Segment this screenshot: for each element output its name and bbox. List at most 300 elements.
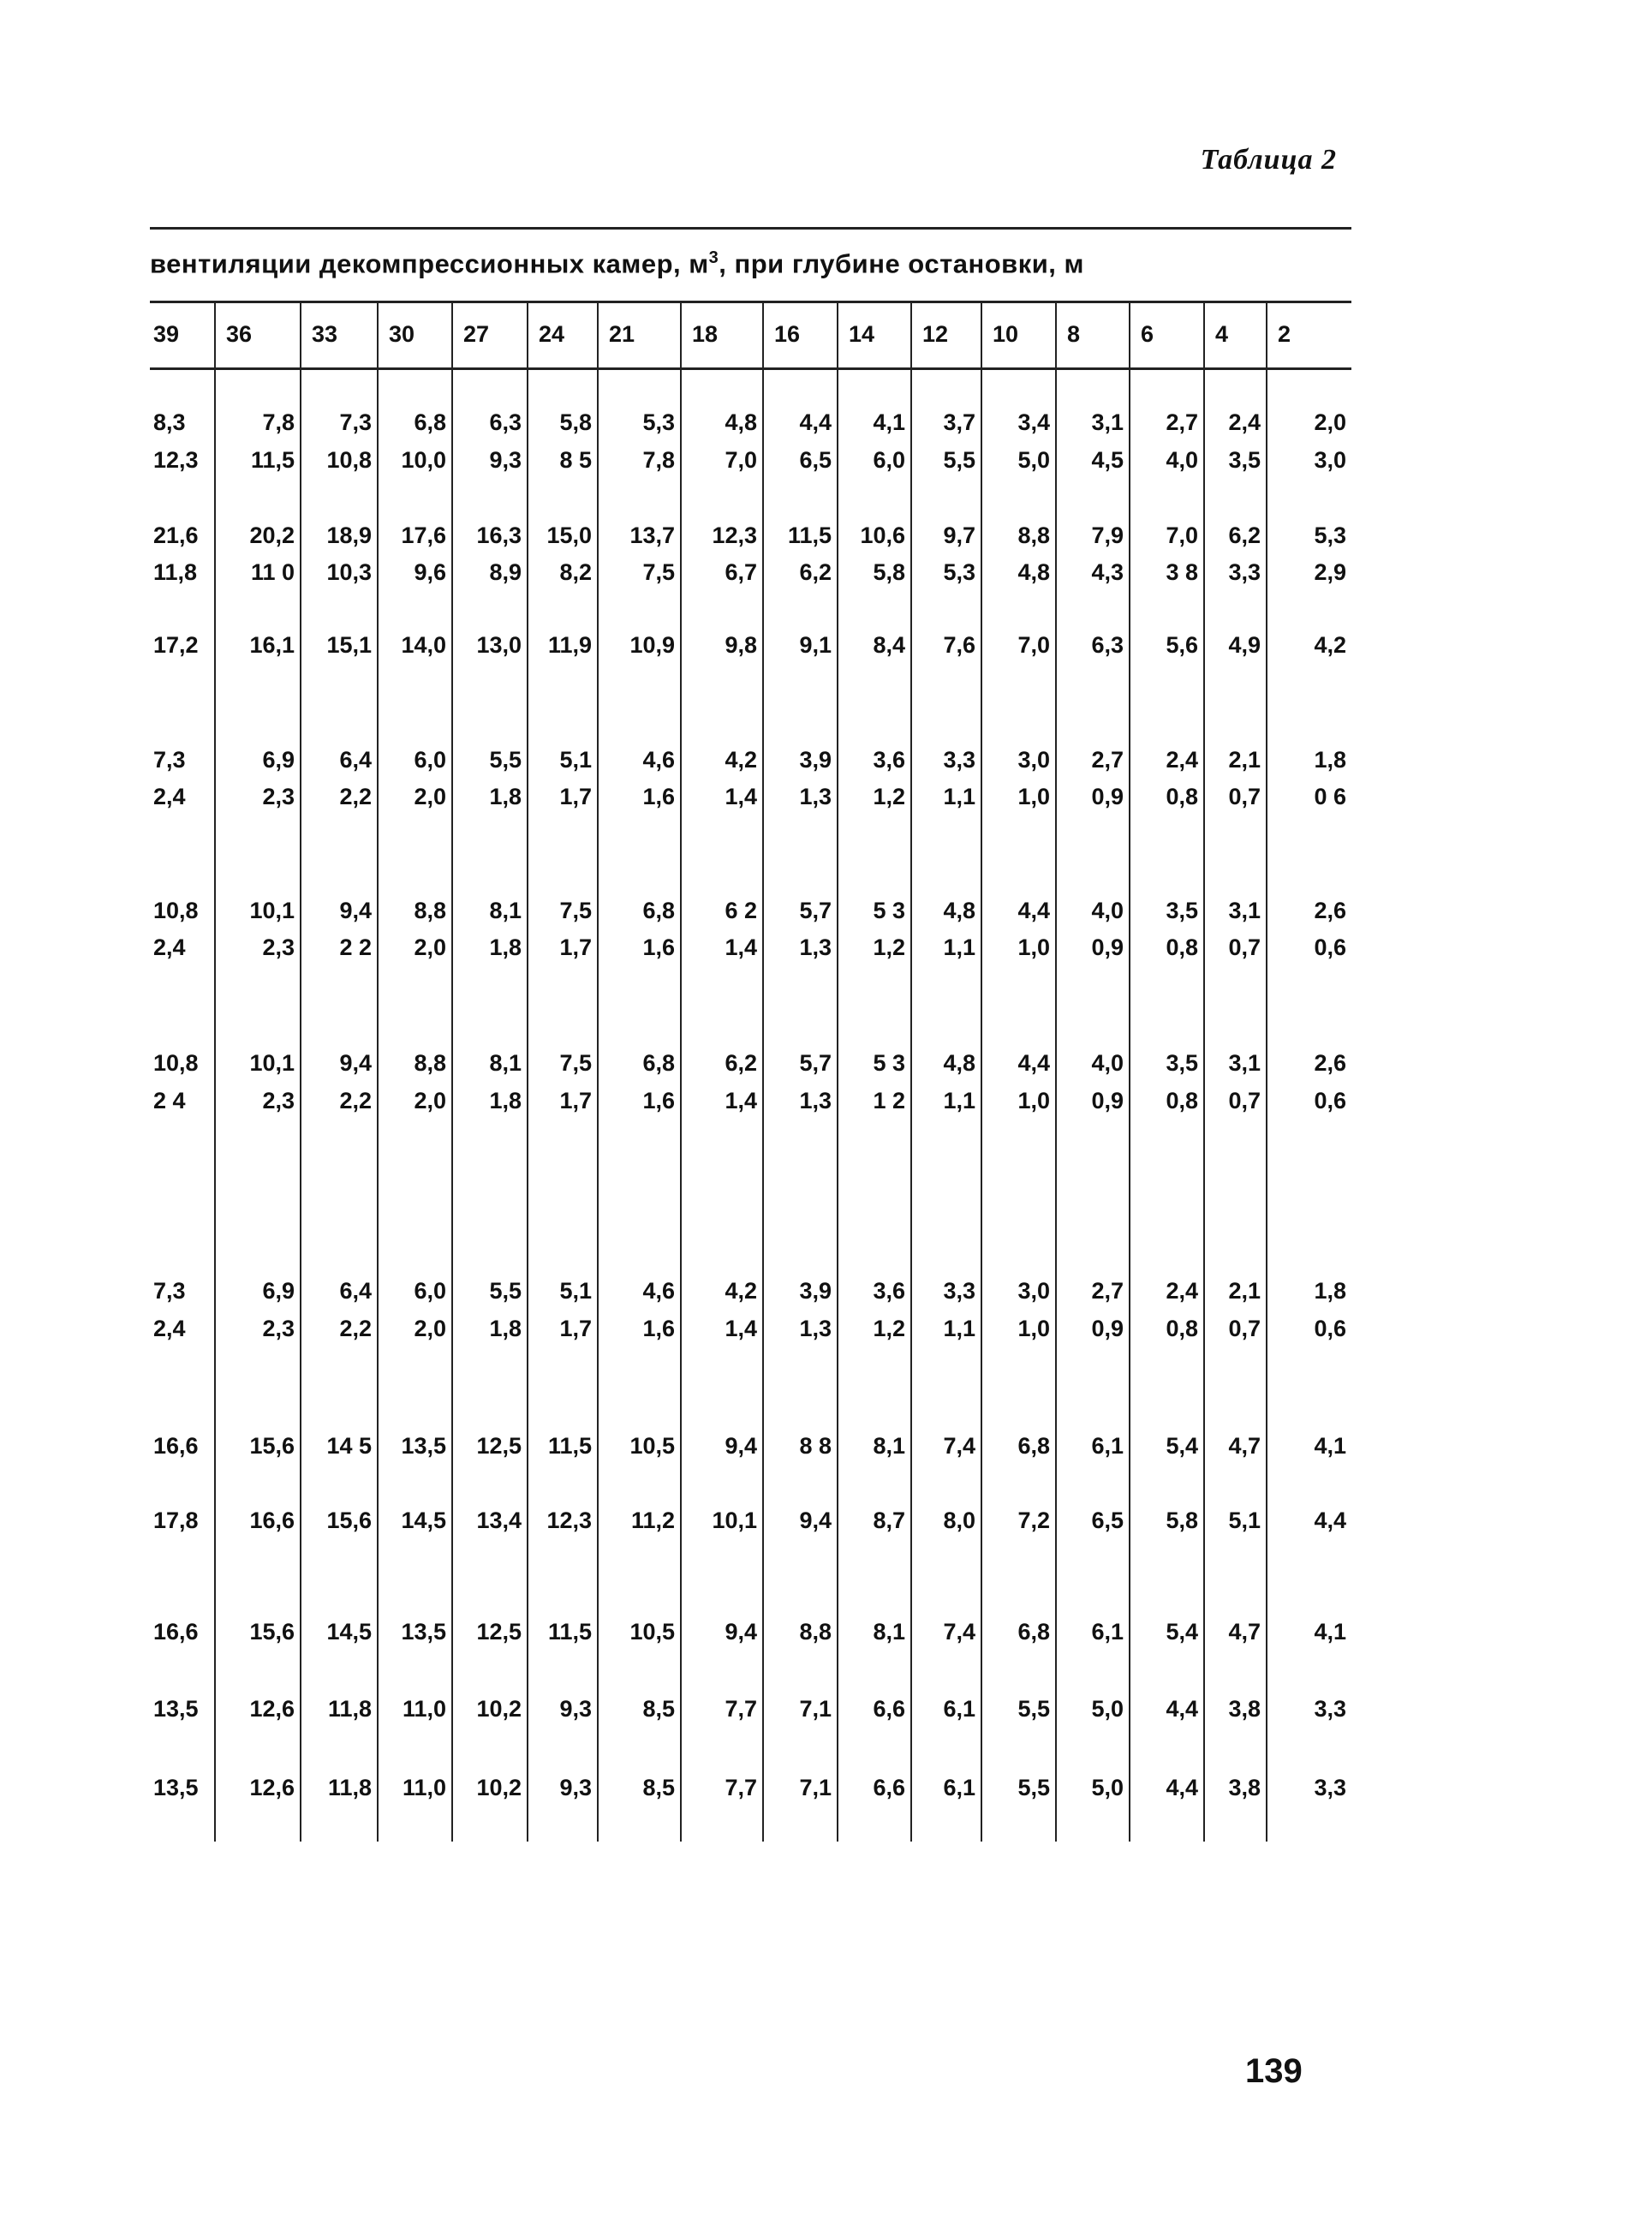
- table-cell: 6,8: [642, 898, 675, 923]
- table-cell: 12,3: [153, 447, 199, 473]
- table-cell: 7,3: [153, 747, 186, 773]
- table-cell: 5,5: [489, 1278, 522, 1304]
- table-cell: 0,8: [1166, 1316, 1198, 1341]
- table-cell: 2,6: [1314, 1050, 1346, 1076]
- table-cell: 2,0: [414, 1316, 446, 1341]
- table-cell: 4,1: [873, 409, 905, 435]
- table-cell: 3,9: [799, 1278, 832, 1304]
- table-cell: 13,4: [476, 1508, 522, 1533]
- table-cell: 7,5: [559, 898, 592, 923]
- table-cell: 1,3: [799, 784, 832, 809]
- table-cell: 7,4: [943, 1619, 975, 1645]
- table-cell: 13,5: [153, 1775, 199, 1800]
- depth-header: 27: [463, 321, 490, 347]
- table-cell: 11,2: [630, 1508, 675, 1533]
- table-cell: 1,7: [559, 934, 592, 960]
- table-cell: 12,3: [546, 1508, 592, 1533]
- table-cell: 5,0: [1017, 447, 1050, 473]
- table-cell: 2,0: [414, 1088, 446, 1113]
- table-cell: 1,8: [489, 934, 522, 960]
- table-cell: 2,3: [262, 934, 295, 960]
- table-cell: 0,8: [1166, 934, 1198, 960]
- table-cell: 6,2: [1228, 522, 1261, 548]
- table-cell: 4,4: [799, 409, 832, 435]
- column-divider: [981, 301, 982, 1842]
- table-cell: 3,5: [1166, 898, 1198, 923]
- table-label: Таблица 2: [1200, 144, 1337, 176]
- table-cell: 7,1: [799, 1696, 832, 1722]
- table-cell: 9,3: [559, 1775, 592, 1800]
- table-cell: 2,7: [1091, 1278, 1124, 1304]
- table-cell: 15,0: [546, 522, 592, 548]
- table-cell: 9,3: [489, 447, 522, 473]
- table-cell: 1,8: [489, 1316, 522, 1341]
- table-cell: 0,7: [1228, 1088, 1261, 1113]
- column-divider: [597, 301, 599, 1842]
- table-cell: 4,4: [1166, 1696, 1198, 1722]
- table-cell: 0 6: [1314, 784, 1346, 809]
- table-cell: 3,4: [1017, 409, 1050, 435]
- depth-header: 12: [922, 321, 949, 347]
- table-cell: 10,2: [476, 1775, 522, 1800]
- table-cell: 8,3: [153, 409, 186, 435]
- depth-header: 36: [226, 321, 253, 347]
- table-cell: 11,5: [787, 522, 832, 548]
- table-cell: 8 5: [559, 447, 592, 473]
- table-cell: 6,2: [725, 1050, 757, 1076]
- table-cell: 8,2: [559, 559, 592, 585]
- table-cell: 11,5: [547, 1619, 592, 1645]
- caption-superscript: 3: [708, 248, 719, 267]
- table-cell: 10,2: [476, 1696, 522, 1722]
- table-cell: 6,3: [489, 409, 522, 435]
- table-cell: 9,3: [559, 1696, 592, 1722]
- table-cell: 5,4: [1166, 1619, 1198, 1645]
- table-cell: 8,8: [1017, 522, 1050, 548]
- column-divider: [680, 301, 682, 1842]
- table-cell: 7,8: [642, 447, 675, 473]
- table-cell: 1,0: [1017, 784, 1050, 809]
- table-cell: 1,6: [642, 1316, 675, 1341]
- table-cell: 4,2: [725, 1278, 757, 1304]
- depth-header: 24: [539, 321, 565, 347]
- table-cell: 9,6: [414, 559, 446, 585]
- table-cell: 8,8: [414, 898, 446, 923]
- table-cell: 1,6: [642, 934, 675, 960]
- table-cell: 10,5: [629, 1619, 675, 1645]
- table-cell: 7,9: [1091, 522, 1124, 548]
- table-cell: 10,3: [326, 559, 372, 585]
- table-cell: 9,4: [339, 1050, 372, 1076]
- table-cell: 2,7: [1166, 409, 1198, 435]
- table-cell: 15,1: [326, 632, 372, 658]
- table-cell: 8,8: [414, 1050, 446, 1076]
- table-cell: 5,0: [1091, 1696, 1124, 1722]
- table-cell: 7,0: [1166, 522, 1198, 548]
- table-cell: 8,1: [489, 898, 522, 923]
- table-cell: 11,5: [250, 447, 295, 473]
- table-cell: 6,0: [414, 1278, 446, 1304]
- header-bottom-rule: [150, 367, 1351, 370]
- table-cell: 8,5: [642, 1696, 675, 1722]
- table-cell: 5,0: [1091, 1775, 1124, 1800]
- table-cell: 14,0: [401, 632, 446, 658]
- table-cell: 4,4: [1017, 898, 1050, 923]
- table-cell: 17,2: [153, 632, 199, 658]
- depth-header: 14: [849, 321, 875, 347]
- column-divider: [377, 301, 379, 1842]
- table-cell: 9,4: [339, 898, 372, 923]
- table-cell: 10,8: [153, 898, 199, 923]
- table-cell: 3,3: [1314, 1775, 1346, 1800]
- table-cell: 7,3: [339, 409, 372, 435]
- table-cell: 6 2: [725, 898, 757, 923]
- table-cell: 8,1: [873, 1619, 905, 1645]
- table-cell: 0,7: [1228, 784, 1261, 809]
- table-cell: 3,5: [1166, 1050, 1198, 1076]
- table-cell: 11,8: [153, 559, 198, 585]
- table-cell: 10,0: [401, 447, 446, 473]
- table-cell: 4,8: [943, 898, 975, 923]
- table-cell: 7,6: [943, 632, 975, 658]
- table-cell: 3,0: [1017, 1278, 1050, 1304]
- column-divider: [1266, 301, 1267, 1842]
- table-cell: 11,8: [327, 1775, 372, 1800]
- table-cell: 7,0: [1017, 632, 1050, 658]
- table-cell: 3,0: [1017, 747, 1050, 773]
- table-cell: 1,8: [1314, 1278, 1346, 1304]
- table-cell: 16,1: [249, 632, 295, 658]
- table-cell: 2,0: [1314, 409, 1346, 435]
- depth-header: 30: [389, 321, 415, 347]
- table-cell: 7,7: [725, 1775, 757, 1800]
- table-cell: 6,7: [725, 559, 757, 585]
- table-cell: 1,4: [725, 934, 757, 960]
- table-cell: 12,5: [476, 1619, 522, 1645]
- column-divider: [214, 301, 216, 1842]
- table-cell: 14,5: [401, 1508, 446, 1533]
- table-cell: 3,3: [943, 1278, 975, 1304]
- table-cell: 2,0: [414, 784, 446, 809]
- column-divider: [1203, 301, 1205, 1842]
- table-cell: 1,2: [873, 784, 905, 809]
- table-cell: 2,2: [339, 784, 372, 809]
- table-cell: 1,6: [642, 784, 675, 809]
- table-cell: 1,1: [943, 1088, 975, 1113]
- table-cell: 5,8: [1166, 1508, 1198, 1533]
- table-cell: 6,5: [1091, 1508, 1124, 1533]
- table-cell: 2,4: [153, 1316, 186, 1341]
- table-cell: 6,1: [943, 1696, 975, 1722]
- table-cell: 2,2: [339, 1316, 372, 1341]
- table-cell: 8,1: [873, 1433, 905, 1459]
- table-cell: 7,1: [799, 1775, 832, 1800]
- table-cell: 4,1: [1314, 1433, 1346, 1459]
- table-cell: 1,7: [559, 1088, 592, 1113]
- table-cell: 2,9: [1314, 559, 1346, 585]
- table-cell: 11,9: [547, 632, 592, 658]
- table-cell: 3,6: [873, 1278, 905, 1304]
- table-cell: 4,0: [1166, 447, 1198, 473]
- table-cell: 13,5: [401, 1433, 446, 1459]
- table-cell: 6,8: [1017, 1619, 1050, 1645]
- table-cell: 10,9: [629, 632, 675, 658]
- table-cell: 3,8: [1228, 1696, 1261, 1722]
- page-number: 139: [1245, 2052, 1303, 2090]
- table-cell: 13,7: [629, 522, 675, 548]
- table-cell: 4,9: [1228, 632, 1261, 658]
- table-cell: 8,7: [873, 1508, 905, 1533]
- table-cell: 16,3: [476, 522, 522, 548]
- table-cell: 3,3: [1314, 1696, 1346, 1722]
- table-cell: 5,3: [1314, 522, 1346, 548]
- table-cell: 20,2: [249, 522, 295, 548]
- table-cell: 2,7: [1091, 747, 1124, 773]
- table-cell: 1,4: [725, 1088, 757, 1113]
- table-cell: 2,4: [153, 784, 186, 809]
- table-cell: 2 4: [153, 1088, 186, 1113]
- table-cell: 3,9: [799, 747, 832, 773]
- table-cell: 7,3: [153, 1278, 186, 1304]
- column-divider: [300, 301, 301, 1842]
- table-cell: 1,7: [559, 784, 592, 809]
- table-cell: 6,1: [1091, 1433, 1124, 1459]
- depth-header: 16: [774, 321, 801, 347]
- table-cell: 0,9: [1091, 784, 1124, 809]
- table-cell: 6,2: [799, 559, 832, 585]
- table-cell: 5,8: [873, 559, 905, 585]
- table-cell: 6,0: [873, 447, 905, 473]
- table-cell: 0,8: [1166, 1088, 1198, 1113]
- table-cell: 10,1: [712, 1508, 757, 1533]
- table-cell: 15,6: [249, 1433, 295, 1459]
- table-cell: 8,0: [943, 1508, 975, 1533]
- depth-header: 4: [1215, 321, 1229, 347]
- table-cell: 7,7: [725, 1696, 757, 1722]
- table-cell: 5,5: [943, 447, 975, 473]
- table-cell: 1,0: [1017, 1316, 1050, 1341]
- table-cell: 16,6: [153, 1433, 199, 1459]
- table-cell: 13,5: [401, 1619, 446, 1645]
- table-cell: 8,5: [642, 1775, 675, 1800]
- table-cell: 10,8: [326, 447, 372, 473]
- table-cell: 3,3: [943, 747, 975, 773]
- table-cell: 9,8: [725, 632, 757, 658]
- table-cell: 21,6: [153, 522, 199, 548]
- table-cell: 1,3: [799, 1316, 832, 1341]
- table-cell: 16,6: [249, 1508, 295, 1533]
- depth-header: 33: [312, 321, 338, 347]
- column-divider: [451, 301, 453, 1842]
- table-cell: 4,5: [1091, 447, 1124, 473]
- table-cell: 5,5: [1017, 1696, 1050, 1722]
- table-cell: 6,3: [1091, 632, 1124, 658]
- table-cell: 10,6: [860, 522, 905, 548]
- table-cell: 1,1: [943, 784, 975, 809]
- table-cell: 11 0: [250, 559, 295, 585]
- table-cell: 2,6: [1314, 898, 1346, 923]
- table-cell: 4,7: [1228, 1433, 1261, 1459]
- table-cell: 2,1: [1228, 747, 1261, 773]
- column-divider: [837, 301, 838, 1842]
- table-cell: 5,5: [489, 747, 522, 773]
- table-cell: 7,5: [559, 1050, 592, 1076]
- table-cell: 13,5: [153, 1696, 199, 1722]
- column-divider: [527, 301, 528, 1842]
- table-caption: [150, 248, 1084, 279]
- table-cell: 5 3: [873, 1050, 905, 1076]
- table-cell: 1,1: [943, 934, 975, 960]
- table-cell: 2,2: [339, 1088, 372, 1113]
- table-cell: 6,9: [262, 1278, 295, 1304]
- table-cell: 6,1: [943, 1775, 975, 1800]
- table-cell: 8 8: [799, 1433, 832, 1459]
- table-cell: 16,6: [153, 1619, 199, 1645]
- table-cell: 5,5: [1017, 1775, 1050, 1800]
- table-cell: 4,2: [725, 747, 757, 773]
- table-cell: 6,6: [873, 1696, 905, 1722]
- table-cell: 4,0: [1091, 898, 1124, 923]
- table-cell: 0,8: [1166, 784, 1198, 809]
- table-cell: 4,0: [1091, 1050, 1124, 1076]
- table-cell: 2,3: [262, 1088, 295, 1113]
- table-cell: 4,8: [943, 1050, 975, 1076]
- table-cell: 2,0: [414, 934, 446, 960]
- table-cell: 8,1: [489, 1050, 522, 1076]
- table-cell: 1,4: [725, 784, 757, 809]
- table-cell: 1,7: [559, 1316, 592, 1341]
- table-cell: 3,8: [1228, 1775, 1261, 1800]
- table-cell: 9,4: [725, 1433, 757, 1459]
- table-cell: 7,5: [642, 559, 675, 585]
- table-cell: 5,1: [559, 1278, 592, 1304]
- table-cell: 7,0: [725, 447, 757, 473]
- column-divider: [762, 301, 764, 1842]
- depth-header: 6: [1141, 321, 1154, 347]
- table-cell: 6,8: [414, 409, 446, 435]
- table-cell: 17,8: [153, 1508, 199, 1533]
- table-cell: 5,3: [943, 559, 975, 585]
- table-cell: 1,0: [1017, 934, 1050, 960]
- table-cell: 3,5: [1228, 447, 1261, 473]
- table-cell: 1 2: [873, 1088, 905, 1113]
- table-cell: 2 2: [339, 934, 372, 960]
- table-cell: 4,7: [1228, 1619, 1261, 1645]
- table-cell: 6,9: [262, 747, 295, 773]
- table-cell: 1,1: [943, 1316, 975, 1341]
- depth-header: 8: [1067, 321, 1081, 347]
- table-cell: 3,3: [1228, 559, 1261, 585]
- table-cell: 3,0: [1314, 447, 1346, 473]
- table-cell: 3,1: [1228, 898, 1261, 923]
- table-cell: 6,4: [339, 1278, 372, 1304]
- table-cell: 11,5: [547, 1433, 592, 1459]
- table-cell: 1,8: [489, 1088, 522, 1113]
- table-cell: 2,3: [262, 784, 295, 809]
- table-cell: 15,6: [249, 1619, 295, 1645]
- table-cell: 12,5: [476, 1433, 522, 1459]
- table-cell: 9,4: [799, 1508, 832, 1533]
- table-cell: 10,5: [629, 1433, 675, 1459]
- table-cell: 12,6: [249, 1775, 295, 1800]
- table-cell: 6,8: [642, 1050, 675, 1076]
- table-cell: 8,8: [799, 1619, 832, 1645]
- table-cell: 0,9: [1091, 934, 1124, 960]
- table-cell: 11,0: [402, 1696, 446, 1722]
- table-cell: 0,6: [1314, 1088, 1346, 1113]
- table-cell: 2,1: [1228, 1278, 1261, 1304]
- table-cell: 2,4: [153, 934, 186, 960]
- table-cell: 5,1: [559, 747, 592, 773]
- depth-header: 21: [609, 321, 635, 347]
- table-cell: 12,6: [249, 1696, 295, 1722]
- table-cell: 7,4: [943, 1433, 975, 1459]
- table-cell: 0,6: [1314, 934, 1346, 960]
- table-cell: 3,7: [943, 409, 975, 435]
- table-cell: 5,3: [642, 409, 675, 435]
- table-cell: 14,5: [326, 1619, 372, 1645]
- table-cell: 6,1: [1091, 1619, 1124, 1645]
- table-cell: 4,3: [1091, 559, 1124, 585]
- table-cell: 4,4: [1314, 1508, 1346, 1533]
- depth-header: 39: [153, 321, 180, 347]
- table-cell: 4,2: [1314, 632, 1346, 658]
- table-cell: 6,8: [1017, 1433, 1050, 1459]
- table-cell: 4,6: [642, 747, 675, 773]
- table-cell: 11,8: [327, 1696, 372, 1722]
- table-cell: 4,1: [1314, 1619, 1346, 1645]
- depth-header: 18: [692, 321, 719, 347]
- table-cell: 17,6: [401, 522, 446, 548]
- table-cell: 4,8: [1017, 559, 1050, 585]
- table-cell: 10,1: [249, 898, 295, 923]
- table-cell: 1,4: [725, 1316, 757, 1341]
- header-top-rule: [150, 301, 1351, 303]
- caption-tail: , при глубине остановки, м: [719, 248, 1084, 279]
- table-cell: 1,8: [1314, 747, 1346, 773]
- table-cell: 3,1: [1091, 409, 1124, 435]
- table-cell: 0,6: [1314, 1316, 1346, 1341]
- table-cell: 5,6: [1166, 632, 1198, 658]
- table-cell: 7,8: [262, 409, 295, 435]
- table-cell: 5,7: [799, 898, 832, 923]
- table-cell: 1,3: [799, 1088, 832, 1113]
- table-cell: 1,2: [873, 934, 905, 960]
- table-cell: 0,7: [1228, 1316, 1261, 1341]
- table-cell: 5,7: [799, 1050, 832, 1076]
- table-cell: 9,4: [725, 1619, 757, 1645]
- table-cell: 6,6: [873, 1775, 905, 1800]
- table-cell: 2,4: [1228, 409, 1261, 435]
- table-cell: 5 3: [873, 898, 905, 923]
- table-cell: 6,0: [414, 747, 446, 773]
- table-cell: 5,8: [559, 409, 592, 435]
- column-divider: [1055, 301, 1057, 1842]
- table-cell: 0,9: [1091, 1088, 1124, 1113]
- table-cell: 2,4: [1166, 747, 1198, 773]
- table-cell: 11,0: [402, 1775, 446, 1800]
- table-cell: 1,6: [642, 1088, 675, 1113]
- top-rule: [150, 227, 1351, 230]
- table-cell: 3,6: [873, 747, 905, 773]
- table-cell: 14 5: [326, 1433, 372, 1459]
- caption-main: вентиляции декомпрессионных камер, м: [150, 248, 709, 279]
- table-cell: 4,4: [1017, 1050, 1050, 1076]
- table-cell: 4,4: [1166, 1775, 1198, 1800]
- table-cell: 0,9: [1091, 1316, 1124, 1341]
- table-cell: 8,4: [873, 632, 905, 658]
- table-cell: 13,0: [476, 632, 522, 658]
